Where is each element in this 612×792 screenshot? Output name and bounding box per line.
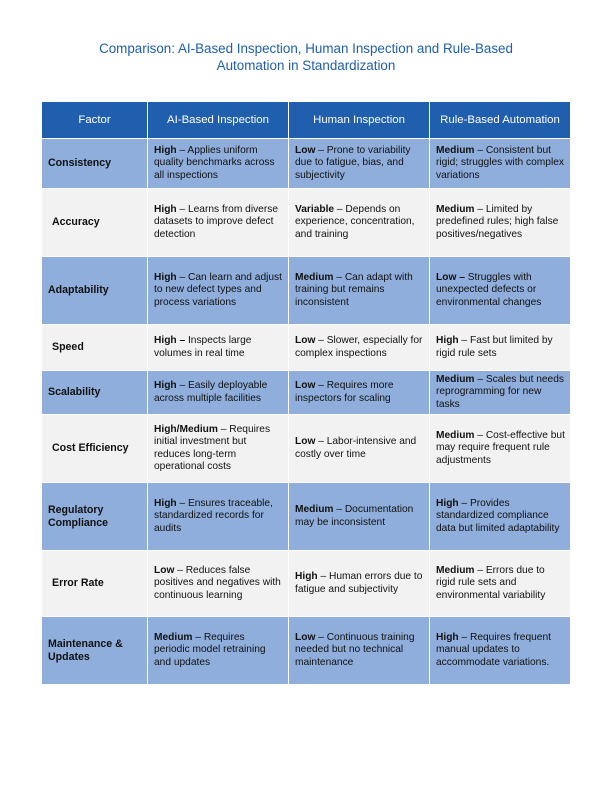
detail: – Cost-effective but may require frequent rule adjustments xyxy=(436,429,565,466)
factor-cell: Scalability xyxy=(42,370,148,414)
level: High xyxy=(154,380,177,392)
detail: – Errors due to rigid rule sets and environmental variability xyxy=(436,564,546,601)
detail: – Ensures traceable, standardized records for audits xyxy=(154,497,273,534)
ai-cell xyxy=(148,138,289,188)
detail: – Requires periodic model retraining and updates xyxy=(154,631,266,668)
factor-cell: Adaptability xyxy=(42,256,148,324)
factor-cell: Error Rate xyxy=(42,550,148,616)
header-human: Human Inspection xyxy=(289,102,430,138)
table-row xyxy=(42,138,570,188)
ai-cell xyxy=(148,482,289,550)
factor-cell: Accuracy xyxy=(42,188,148,256)
table-header-row xyxy=(42,102,570,138)
detail: – Human errors due to fatigue and subjectivity xyxy=(295,571,423,595)
table-row xyxy=(42,482,570,550)
detail: – Requires frequent manual updates to accommodate variations. xyxy=(436,631,551,668)
level: Medium xyxy=(436,144,475,156)
detail: – Continuous training needed but no technical maintenance xyxy=(295,631,415,668)
level: Low xyxy=(295,144,316,156)
ai-cell xyxy=(148,324,289,370)
level: High/Medium xyxy=(154,423,218,435)
level: Medium xyxy=(436,564,475,576)
title-line-1: Comparison: AI-Based Inspection, Human Inspection and Rule-Based xyxy=(99,41,513,56)
human-cell xyxy=(289,414,430,482)
detail: – Easily deployable across multiple facilities xyxy=(154,380,268,404)
factor-cell: Cost Efficiency xyxy=(42,414,148,482)
human-cell xyxy=(289,370,430,414)
human-cell xyxy=(289,324,430,370)
level: High xyxy=(295,571,318,583)
detail: – Requires initial investment but reduces long-term operational costs xyxy=(154,423,271,472)
rule-cell xyxy=(430,370,570,414)
rule-cell xyxy=(430,482,570,550)
header-rule: Rule-Based Automation xyxy=(430,102,570,138)
level: Variable xyxy=(295,203,335,215)
rule-cell xyxy=(430,616,570,684)
detail: – Prone to variability due to fatigue, bias, and subjectivity xyxy=(295,144,411,181)
factor-cell: Regulatory Compliance xyxy=(42,482,148,550)
detail: – Limited by predefined rules; high false positives/negatives xyxy=(436,203,559,240)
level: High xyxy=(154,271,177,283)
human-cell xyxy=(289,138,430,188)
ai-cell xyxy=(148,188,289,256)
table-row xyxy=(42,616,570,684)
level: High – xyxy=(154,335,186,347)
factor-cell: Consistency xyxy=(42,138,148,188)
human-cell xyxy=(289,482,430,550)
detail: – Can learn and adjust to new defect types and process variations xyxy=(154,271,282,308)
table-row xyxy=(42,550,570,616)
ai-cell xyxy=(148,550,289,616)
level: Low xyxy=(295,436,316,448)
detail: – Applies uniform quality benchmarks across all inspections xyxy=(154,144,275,181)
ai-cell xyxy=(148,616,289,684)
detail: – Reduces false positives and negatives with continuous learning xyxy=(154,564,281,601)
rule-cell xyxy=(430,550,570,616)
detail: – Documentation may be inconsistent xyxy=(295,504,414,528)
detail: – Provides standardized compliance data but limited adaptability xyxy=(436,497,560,534)
comparison-table xyxy=(42,102,570,684)
detail: – Consistent but rigid; struggles with complex variations xyxy=(436,144,564,181)
table-row xyxy=(42,188,570,256)
level: High xyxy=(436,335,459,347)
level: Medium xyxy=(436,373,475,385)
level: High xyxy=(154,203,177,215)
level: High xyxy=(436,631,459,643)
human-cell xyxy=(289,616,430,684)
detail: – Can adapt with training but remains inconsistent xyxy=(295,271,413,308)
level: Low xyxy=(295,335,316,347)
level: Medium xyxy=(154,631,193,643)
detail: – Labor-intensive and costly over time xyxy=(295,436,417,460)
human-cell xyxy=(289,256,430,324)
detail: – Requires more inspectors for scaling xyxy=(295,380,394,404)
level: Low xyxy=(295,631,316,643)
level: High xyxy=(154,497,177,509)
ai-cell xyxy=(148,370,289,414)
human-cell xyxy=(289,550,430,616)
ai-cell xyxy=(148,414,289,482)
human-cell xyxy=(289,188,430,256)
detail: – Fast but limited by rigid rule sets xyxy=(436,335,553,359)
level: Low – xyxy=(436,271,465,283)
detail: – Learns from diverse datasets to improve defect detection xyxy=(154,203,278,240)
table-row xyxy=(42,324,570,370)
table-row xyxy=(42,256,570,324)
level: Medium xyxy=(436,203,475,215)
level: High xyxy=(436,497,459,509)
level: Medium xyxy=(436,429,475,441)
level: Low xyxy=(295,380,316,392)
factor-cell: Speed xyxy=(42,324,148,370)
rule-cell xyxy=(430,256,570,324)
rule-cell xyxy=(430,324,570,370)
factor-cell: Maintenance & Updates xyxy=(42,616,148,684)
title-line-2: Automation in Standardization xyxy=(216,58,396,73)
ai-cell xyxy=(148,256,289,324)
detail: – Slower, especially for complex inspections xyxy=(295,335,423,359)
page-title xyxy=(0,40,612,74)
header-factor: Factor xyxy=(42,102,148,138)
rule-cell xyxy=(430,414,570,482)
detail: – Scales but needs reprogramming for new tasks xyxy=(436,373,564,410)
level: High xyxy=(154,144,177,156)
table-row xyxy=(42,414,570,482)
level: Low xyxy=(154,564,175,576)
table-row xyxy=(42,370,570,414)
header-ai: AI-Based Inspection xyxy=(148,102,289,138)
detail: Inspects large volumes in real time xyxy=(154,335,252,359)
rule-cell xyxy=(430,138,570,188)
detail: Struggles with unexpected defects or environmental changes xyxy=(436,271,542,308)
level: Medium xyxy=(295,504,334,516)
rule-cell xyxy=(430,188,570,256)
level: Medium xyxy=(295,271,334,283)
detail: – Depends on experience, concentration, and training xyxy=(295,203,415,240)
